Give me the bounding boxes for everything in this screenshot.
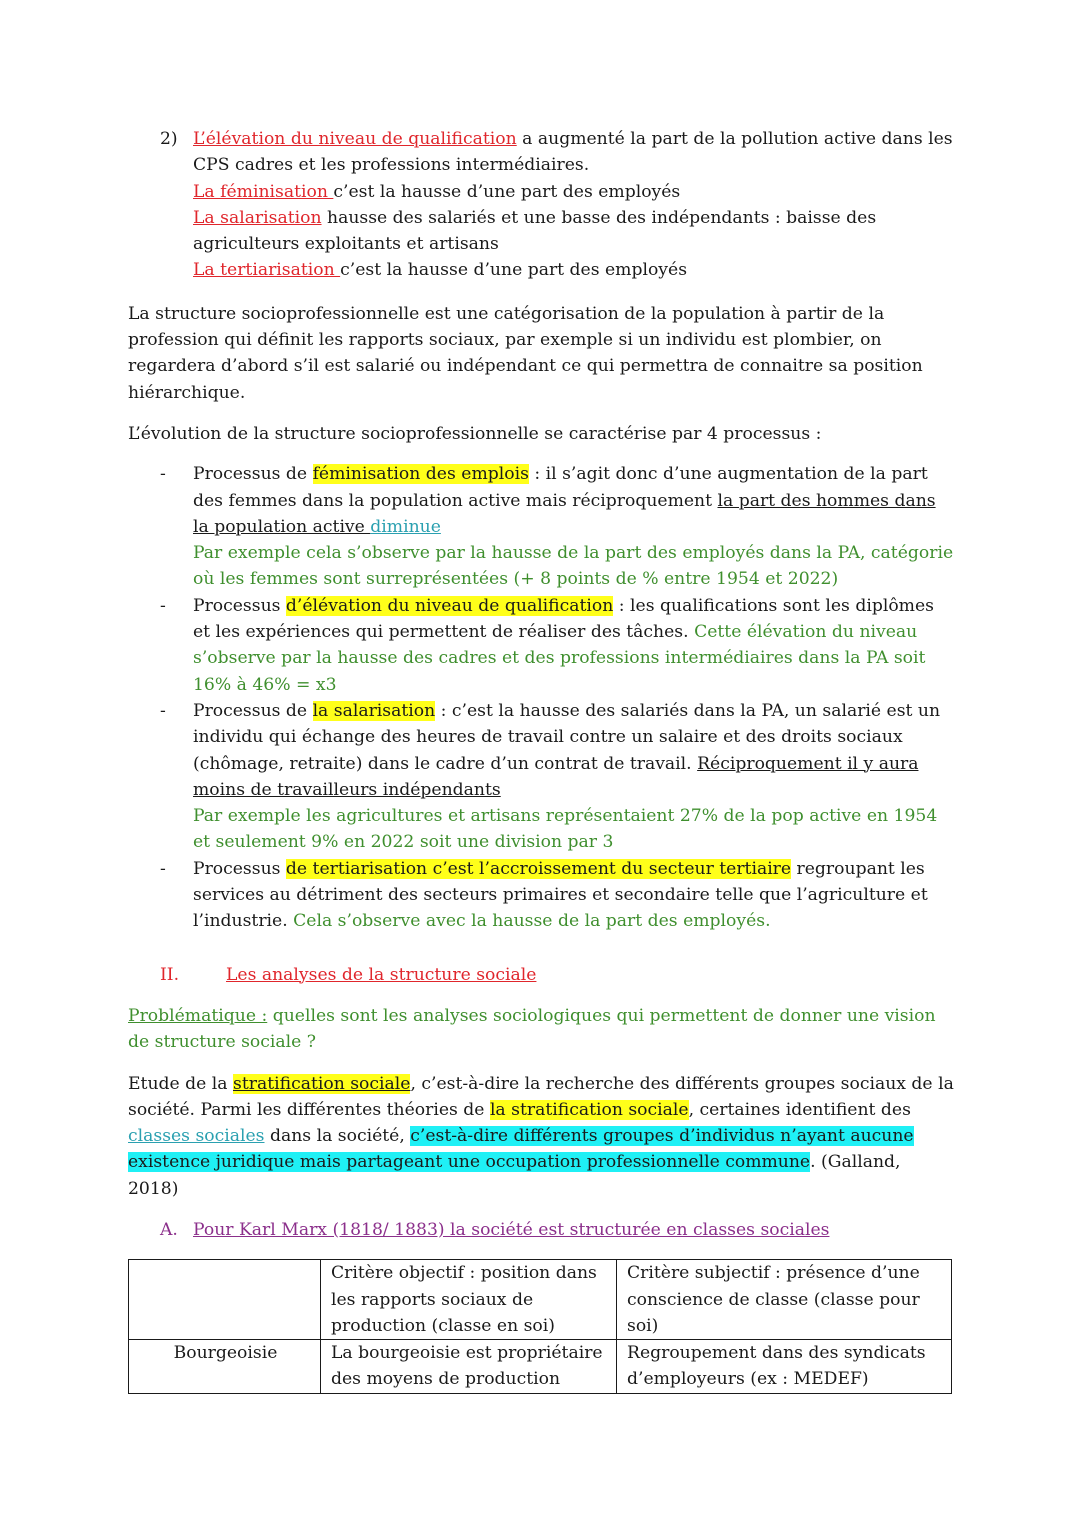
qualification-text: a augmenté la part de la pollution active dans les CPS cadres et les professions intermédiaires. <box>193 129 953 176</box>
process-example: Par exemple cela s’observe par la hausse de la part des employés dans la PA, catégorie où les femmes sont surreprésentées (+ 8 points de % entre 1954 et 2022) <box>193 543 954 590</box>
process-text <box>193 856 954 935</box>
salarisation-term: La salarisation <box>193 207 322 228</box>
table-cell: Regroupement dans des syndicats d’employeurs (ex : MEDEF) <box>617 1340 952 1394</box>
tertiarisation-text: c’est la hausse d’une part des employés <box>340 260 688 281</box>
document-page <box>128 126 954 1394</box>
process-body: regroupant les services au détriment des secteurs primaires et secondaire telle que l’agriculture et l’industrie. <box>193 858 928 932</box>
feminisation-term: La féminisation <box>193 181 334 202</box>
section-title: Pour Karl Marx (1818/ 1883) la société est structurée en classes sociales <box>193 1219 830 1240</box>
table-cell: La bourgeoisie est propriétaire des moyens de production <box>321 1340 617 1394</box>
process-item-salarisation <box>160 698 954 856</box>
process-text <box>193 593 954 698</box>
highlighted-term: la salarisation <box>312 700 436 721</box>
marx-table <box>128 1259 952 1393</box>
text-run: , c’est-à-dire la recherche des différents groupes sociaux de la société. Parmi les différentes théories de <box>128 1073 954 1120</box>
section-heading-ii <box>160 962 954 988</box>
problematique <box>128 1003 954 1056</box>
definition-paragraph: La structure socioprofessionnelle est une catégorisation de la population à partir de la profession qui définit les rapports sociaux, par exemple si un individu est plombier, on regardera d’abord s’il est salarié ou indépendant ce qui permettra de connaitre sa position hiérarchique. <box>128 303 923 403</box>
process-item-qualification <box>160 593 954 698</box>
salarisation-text: hausse des salariés et une basse des indépendants : baisse des agriculteurs exploitants et artisans <box>193 207 877 255</box>
row-label: Bourgeoisie <box>129 1340 321 1394</box>
process-example: Cette élévation du niveau s’observe par la hausse des cadres et des professions intermédiaires dans la PA soit 16% à 46% = x3 <box>193 622 926 695</box>
tertiarisation-term: La tertiarisation <box>193 260 341 281</box>
process-example: Cela s’observe avec la hausse de la part des employés. <box>293 911 771 932</box>
section-title: Les analyses de la structure sociale <box>226 964 537 985</box>
highlight-definition: c’est-à-dire différents groupes d’individus n’ayant aucune existence juridique mais partageant une occupation professionnelle commune <box>128 1126 914 1173</box>
table-row <box>129 1340 952 1394</box>
item-number: 2) <box>160 129 178 149</box>
header-cell-objectif: Critère objectif : position dans les rapports sociaux de production (classe en soi) <box>321 1260 617 1340</box>
text-run: dans la société, <box>264 1126 411 1147</box>
numbered-item-2 <box>160 126 954 284</box>
problematique-label: Problématique : <box>128 1005 268 1026</box>
section-heading-a <box>160 1217 954 1243</box>
qualification-line <box>193 126 954 179</box>
process-text <box>193 698 954 803</box>
process-body: : c’est la hausse des salariés dans la PA, un salarié est un individu qui échange des heures de travail contre un salaire et des droits sociaux (chômage, retraite) dans le cadre d’un contrat de travail. <box>193 700 941 774</box>
process-prefix: Processus <box>193 858 286 879</box>
process-list <box>128 461 954 934</box>
header-cell <box>129 1260 321 1340</box>
underlined-text: la part des hommes dans la population active <box>193 490 936 537</box>
citation: . (Galland, 2018) <box>128 1152 901 1199</box>
table-header-row <box>129 1260 952 1340</box>
process-item-tertiarisation <box>160 856 954 935</box>
process-item-feminisation <box>160 461 954 592</box>
classes-sociales-link[interactable]: classes sociales <box>128 1126 265 1147</box>
diminue-link[interactable]: diminue <box>370 516 441 537</box>
highlighted-term: féminisation des emplois <box>312 464 529 485</box>
feminisation-text: c’est la hausse d’une part des employés <box>333 181 681 202</box>
stratification-paragraph <box>128 1071 954 1202</box>
process-body: : les qualifications sont les diplômes et les expériences qui permettent de réaliser des tâches. <box>193 595 934 643</box>
dash-bullet: - <box>160 700 166 721</box>
text-run: Etude de la <box>128 1073 234 1094</box>
dash-bullet: - <box>160 595 166 616</box>
dash-bullet: - <box>160 464 166 485</box>
process-example: Par exemple les agricultures et artisans représentaient 27% de la pop active en 1954 et seulement 9% en 2022 soit une division par 3 <box>193 806 938 853</box>
header-cell-subjectif: Critère subjectif : présence d’une conscience de classe (classe pour soi) <box>617 1260 952 1340</box>
feminisation-line <box>193 179 954 205</box>
highlighted-term: de tertiarisation c’est l’accroissement du secteur tertiaire <box>285 858 792 879</box>
problematique-text: quelles sont les analyses sociologiques qui permettent de donner une vision de structure sociale ? <box>128 1005 936 1053</box>
process-prefix: Processus de <box>193 700 313 721</box>
evolution-intro: L’évolution de la structure socioprofessionnelle se caractérise par 4 processus : <box>128 423 822 444</box>
underlined-text: Réciproquement il y aura moins de travailleurs indépendants <box>193 753 919 800</box>
text-run: , certaines identifient des <box>688 1099 911 1120</box>
tertiarisation-line <box>193 257 954 283</box>
dash-bullet: - <box>160 858 166 879</box>
highlight-stratification: stratification sociale <box>233 1073 411 1094</box>
section-letter: A. <box>160 1219 178 1240</box>
salarisation-line <box>193 205 954 258</box>
qualification-term: L’élévation du niveau de qualification <box>193 129 517 149</box>
process-prefix: Processus de <box>193 464 313 485</box>
process-prefix: Processus <box>193 595 286 616</box>
process-body: : il s’agit donc d’une augmentation de la part des femmes dans la population active mais réciproquement <box>193 464 928 511</box>
section-number: II. <box>160 964 180 985</box>
highlight-stratification-2: la stratification sociale <box>489 1099 689 1120</box>
process-text <box>193 461 954 540</box>
highlighted-term: d’élévation du niveau de qualification <box>285 595 614 616</box>
